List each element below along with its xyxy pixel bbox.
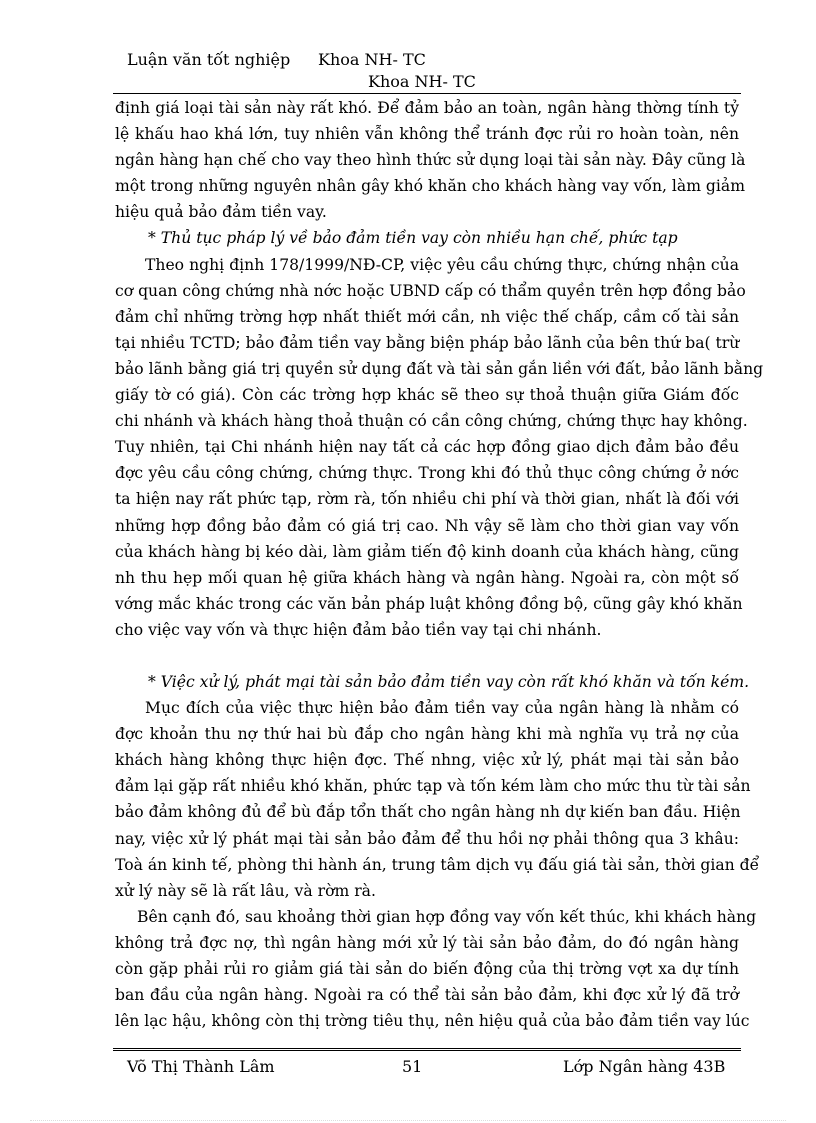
text-line: một trong những nguyên nhân gây khó khăn cho khách hàng vay vốn, làm giảm [115, 177, 745, 196]
paragraph-3 [115, 695, 760, 904]
header-rule [113, 93, 741, 94]
text-line: những hợp đồng bảo đảm có giá trị cao. Nh vậy sẽ làm cho thời gian vay vốn [115, 516, 739, 535]
document-body [115, 95, 764, 1034]
text-line: nh thu hẹp mối quan hệ giữa khách hàng và ngân hàng. Ngoài ra, còn một số [115, 568, 739, 587]
text-line: bảo đảm không đủ để bù đắp tổn thất cho ngân hàng nh dự kiến ban đầu. Hiện [115, 803, 741, 822]
paragraph-gap [115, 643, 739, 669]
text-line: đảm chỉ những trờng hợp nhất thiết mới cần, nh việc thế chấp, cầm cố tài sản [115, 307, 739, 326]
text-line: khách hàng không thực hiện đợc. Thế nhng, việc xử lý, phát mại tài sản bảo [115, 751, 739, 770]
footer-author: Võ Thị Thành Lâm [127, 1057, 275, 1076]
page-edge-divider [30, 1120, 786, 1121]
paragraph-1 [115, 95, 746, 225]
footer-rule [113, 1048, 741, 1051]
text-line: Mục đích của việc thực hiện bảo đảm tiền vay của ngân hàng là nhằm có [145, 699, 739, 718]
text-line: đợc yêu cầu công chứng, chứng thực. Trong khi đó thủ thục công chứng ở nớc [115, 464, 739, 483]
text-line: định giá loại tài sản này rất khó. Để đảm bảo an toàn, ngân hàng thờng tính tỷ [115, 99, 739, 117]
text-line: ngân hàng hạn chế cho vay theo hình thức sử dụng loại tài sản này. Đây cũng là [115, 151, 746, 170]
text-line: không trả đợc nợ, thì ngân hàng mới xử lý tài sản bảo đảm, do đó ngân hàng [115, 933, 739, 952]
text-line: lệ khấu hao khá lớn, tuy nhiên vẫn không thể tránh đợc rủi ro hoàn toàn, nên [115, 125, 739, 144]
header-faculty-repeat: Khoa NH- TC [368, 72, 476, 91]
text-line: Toà án kinh tế, phòng thi hành án, trung tâm dịch vụ đấu giá tài sản, thời gian để [115, 855, 760, 874]
header-thesis-label: Luận văn tốt nghiệp [127, 50, 291, 69]
text-line: vớng mắc khác trong các văn bản pháp luật không đồng bộ, cũng gây khó khăn [115, 594, 743, 613]
text-line: đảm lại gặp rất nhiều khó khăn, phức tạp và tốn kém làm cho mức thu từ tài sản [115, 777, 751, 796]
text-line: Theo nghị định 178/1999/NĐ-CP, việc yêu cầu chứng thực, chứng nhận của [145, 255, 739, 274]
text-line: Tuy nhiên, tại Chi nhánh hiện nay tất cả các hợp đồng giao dịch đảm bảo đều [115, 438, 739, 457]
page-number: 51 [402, 1057, 423, 1076]
text-line: ban đầu của ngân hàng. Ngoài ra có thể tài sản bảo đảm, khi đợc xử lý đã trở [115, 986, 739, 1005]
text-line: tại nhiều TCTD; bảo đảm tiền vay bằng biện pháp bảo lãnh của bên thứ ba( trừ [115, 333, 740, 352]
section-heading-legal-procedure: * Thủ tục pháp lý về bảo đảm tiền vay còn nhiều hạn chế, phức tạp [148, 229, 678, 248]
text-line: hiệu quả bảo đảm tiền vay. [115, 203, 327, 222]
text-line: bảo lãnh bằng giá trị quyền sử dụng đất và tài sản gắn liền với đất, bảo lãnh bằng [115, 359, 764, 378]
text-line: ta hiện nay rất phức tạp, rờm rà, tốn nhiều chi phí và thời gian, nhất là đối với [115, 490, 739, 509]
footer-class: Lớp Ngân hàng 43B [563, 1057, 726, 1076]
header-faculty: Khoa NH- TC [318, 50, 426, 69]
paragraph-2 [115, 252, 764, 643]
text-line: của khách hàng bị kéo dài, làm giảm tiến độ kinh doanh của khách hàng, cũng [115, 542, 739, 561]
text-line: nay, việc xử lý phát mại tài sản bảo đảm để thu hồi nợ phải thông qua 3 khâu: [115, 829, 739, 848]
text-line: xử lý này sẽ là rất lâu, và rờm rà. [115, 881, 376, 900]
text-line: lên lạc hậu, không còn thị trờng tiêu thụ, nên hiệu quả của bảo đảm tiền vay lúc [115, 1012, 750, 1031]
text-line: chi nhánh và khách hàng thoả thuận có cần công chứng, chứng thực hay không. [115, 412, 748, 431]
text-line: Bên cạnh đó, sau khoảng thời gian hợp đồng vay vốn kết thúc, khi khách hàng [137, 907, 757, 926]
text-line: cơ quan công chứng nhà nớc hoặc UBND cấp có thẩm quyền trên hợp đồng bảo [115, 281, 746, 300]
text-line: giấy tờ có giá). Còn các trờng hợp khác sẽ theo sự thoả thuận giữa Giám đốc [115, 386, 739, 405]
text-line: còn gặp phải rủi ro giảm giá tài sản do biến động của thị trờng vợt xa dự tính [115, 960, 739, 978]
paragraph-4 [115, 904, 757, 1034]
text-line: cho việc vay vốn và thực hiện đảm bảo tiền vay tại chi nhánh. [115, 620, 602, 639]
section-heading-asset-disposal: * Việc xử lý, phát mại tài sản bảo đảm tiền vay còn rất khó khăn và tốn kém. [148, 672, 750, 691]
text-line: đợc khoản thu nợ thứ hai bù đắp cho ngân hàng khi mà nghĩa vụ trả nợ của [115, 725, 739, 744]
